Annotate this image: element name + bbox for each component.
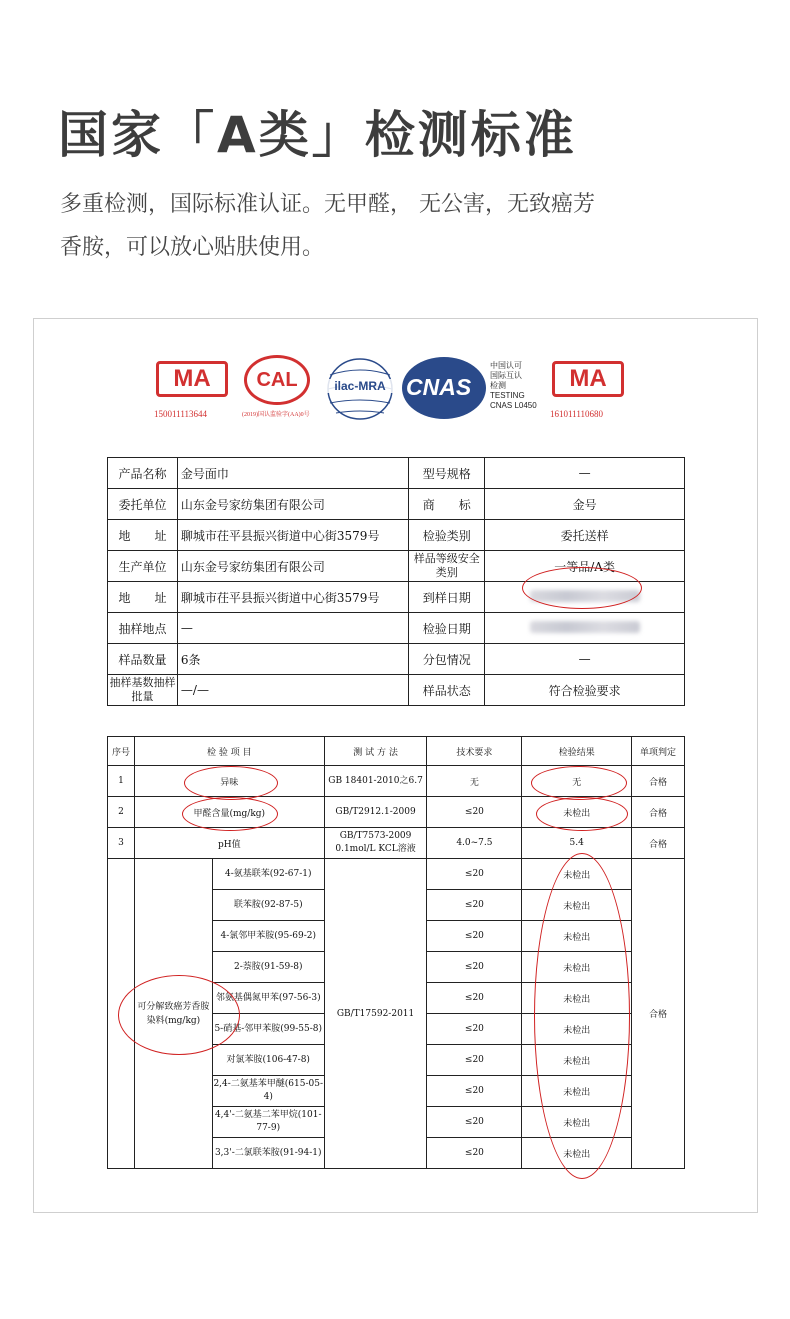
amine-item: 邻氨基偶氮甲苯(97-56-3) (212, 983, 324, 1014)
subtitle-line-1: 多重检测，国际标准认证。无甲醛， 无公害，无致癌芳 (60, 192, 595, 217)
test-result: 未检出 (522, 1107, 632, 1138)
page-title: 国家「A类」检测标准 (58, 106, 577, 164)
test-requirement: ≤20 (427, 859, 522, 890)
info-value: 委托送样 (485, 520, 685, 551)
test-item: pH值 (134, 828, 324, 859)
page-subtitle (60, 183, 740, 269)
info-value: 山东金号家纺集团有限公司 (177, 551, 408, 582)
header-cell: 序号 (108, 737, 135, 766)
info-value: 符合检验要求 (485, 675, 685, 706)
info-label: 检验类别 (409, 520, 485, 551)
row-number: 3 (108, 828, 135, 859)
product-info-table (107, 457, 685, 706)
amine-item: 5-硝基-邻甲苯胺(99-55-8) (212, 1014, 324, 1045)
amine-row (108, 859, 685, 890)
amine-item: 对氯苯胺(106-47-8) (212, 1045, 324, 1076)
cma-number: 150011113644 (154, 409, 207, 419)
test-item: 异味 (134, 766, 324, 797)
cnas-logo (402, 357, 562, 421)
test-requirement: ≤20 (427, 1076, 522, 1107)
info-label: 产品名称 (108, 458, 178, 489)
row-number: 1 (108, 766, 135, 797)
info-label: 样品状态 (409, 675, 485, 706)
header-cell: 检验结果 (522, 737, 632, 766)
info-row (108, 520, 685, 551)
cal-circle-mark: CAL (244, 355, 310, 405)
test-result: 未检出 (522, 1076, 632, 1107)
test-method: GB/T17592-2011 (324, 859, 427, 1169)
info-value: — (177, 613, 408, 644)
test-requirement: 无 (427, 766, 522, 797)
cma-mark: MA (156, 361, 228, 397)
cnas-side-line: TESTING (490, 391, 525, 400)
cma-mark: MA (552, 361, 624, 397)
info-label: 抽样基数抽样批量 (108, 675, 178, 706)
amine-item: 4,4'-二氨基二苯甲烷(101-77-9) (212, 1107, 324, 1138)
info-value: 金号面巾 (177, 458, 408, 489)
info-row (108, 489, 685, 520)
info-value: 6条 (177, 644, 408, 675)
test-result: 未检出 (522, 983, 632, 1014)
amine-group-label: 可分解致癌芳香胺染料(mg/kg) (134, 859, 212, 1169)
test-verdict: 合格 (632, 859, 685, 1169)
test-report-document (33, 318, 758, 1213)
test-requirement: ≤20 (427, 1138, 522, 1169)
test-requirement: ≤20 (427, 952, 522, 983)
cal-number: (2019)国认监验字(AA)0号 (242, 412, 310, 418)
test-requirement: ≤20 (427, 1107, 522, 1138)
cnas-label: CNAS (406, 374, 472, 400)
test-row (108, 828, 685, 859)
info-value-redacted (485, 582, 685, 613)
amine-item: 3,3'-二氯联苯胺(91-94-1) (212, 1138, 324, 1169)
info-value: 山东金号家纺集团有限公司 (177, 489, 408, 520)
test-requirement: ≤20 (427, 890, 522, 921)
test-result: 未检出 (522, 859, 632, 890)
cnas-side-line: 检测 (490, 381, 506, 390)
info-row (108, 582, 685, 613)
test-requirement: ≤20 (427, 1045, 522, 1076)
cma-logo-right (552, 359, 632, 419)
test-result: 未检出 (522, 1045, 632, 1076)
header-cell: 检 验 项 目 (134, 737, 324, 766)
test-verdict: 合格 (632, 766, 685, 797)
row-number (108, 859, 135, 1169)
info-label: 抽样地点 (108, 613, 178, 644)
info-value: — (485, 644, 685, 675)
info-row (108, 613, 685, 644)
cma-number: 161011110680 (550, 409, 603, 419)
ilac-mra-logo (322, 353, 402, 423)
info-label: 地 址 (108, 520, 178, 551)
info-label: 生产单位 (108, 551, 178, 582)
test-result: 未检出 (522, 1014, 632, 1045)
cnas-side-line: CNAS L0450 (490, 401, 537, 410)
info-label: 样品等级安全类别 (409, 551, 485, 582)
cnas-side-line: 国际互认 (490, 371, 522, 380)
info-label: 检验日期 (409, 613, 485, 644)
info-label: 地 址 (108, 582, 178, 613)
test-header-row (108, 737, 685, 766)
test-result: 未检出 (522, 1138, 632, 1169)
info-value: — (485, 458, 685, 489)
header-cell: 测 试 方 法 (324, 737, 427, 766)
test-result: 未检出 (522, 890, 632, 921)
test-result: 未检出 (522, 952, 632, 983)
info-value: —/— (177, 675, 408, 706)
test-requirement: ≤20 (427, 983, 522, 1014)
test-result: 无 (522, 766, 632, 797)
info-row (108, 458, 685, 489)
row-number: 2 (108, 797, 135, 828)
test-verdict: 合格 (632, 828, 685, 859)
test-verdict: 合格 (632, 797, 685, 828)
cnas-side-text (490, 361, 537, 411)
ilac-label: ilac-MRA (322, 379, 398, 393)
test-result: 未检出 (522, 921, 632, 952)
cal-logo (242, 355, 332, 417)
test-method: GB 18401-2010之6.7 (324, 766, 427, 797)
cma-logo-left (156, 359, 236, 419)
info-value: 聊城市茌平县振兴街道中心街3579号 (177, 582, 408, 613)
test-item: 甲醛含量(mg/kg) (134, 797, 324, 828)
amine-item: 联苯胺(92-87-5) (212, 890, 324, 921)
test-row (108, 766, 685, 797)
info-value: 聊城市茌平县振兴街道中心街3579号 (177, 520, 408, 551)
info-label: 分包情况 (409, 644, 485, 675)
test-result: 未检出 (522, 797, 632, 828)
test-requirement: ≤20 (427, 1014, 522, 1045)
test-results-table (107, 736, 685, 1169)
info-label: 委托单位 (108, 489, 178, 520)
header-cell: 单项判定 (632, 737, 685, 766)
header-cell: 技术要求 (427, 737, 522, 766)
info-label: 样品数量 (108, 644, 178, 675)
redacted-date (530, 590, 640, 602)
test-method: GB/T2912.1-2009 (324, 797, 427, 828)
test-requirement: ≤20 (427, 797, 522, 828)
info-row (108, 675, 685, 706)
info-label: 到样日期 (409, 582, 485, 613)
test-result: 5.4 (522, 828, 632, 859)
info-row (108, 551, 685, 582)
cnas-side-line: 中国认可 (490, 361, 522, 370)
redacted-date (530, 621, 640, 633)
test-row (108, 797, 685, 828)
subtitle-line-2: 香胺，可以放心贴肤使用。 (60, 235, 325, 260)
amine-item: 2,4-二氨基苯甲醚(615-05-4) (212, 1076, 324, 1107)
test-requirement: 4.0~7.5 (427, 828, 522, 859)
amine-item: 2-萘胺(91-59-8) (212, 952, 324, 983)
info-value-redacted (485, 613, 685, 644)
amine-item: 4-氯邻甲苯胺(95-69-2) (212, 921, 324, 952)
certification-logos (34, 319, 757, 429)
test-method: GB/T7573-2009 0.1mol/L KCL溶液 (324, 828, 427, 859)
amine-item: 4-氨基联苯(92-67-1) (212, 859, 324, 890)
info-label: 型号规格 (409, 458, 485, 489)
info-label: 商 标 (409, 489, 485, 520)
info-row (108, 644, 685, 675)
info-value: 金号 (485, 489, 685, 520)
test-requirement: ≤20 (427, 921, 522, 952)
info-value: 一等品/A类 (485, 551, 685, 582)
